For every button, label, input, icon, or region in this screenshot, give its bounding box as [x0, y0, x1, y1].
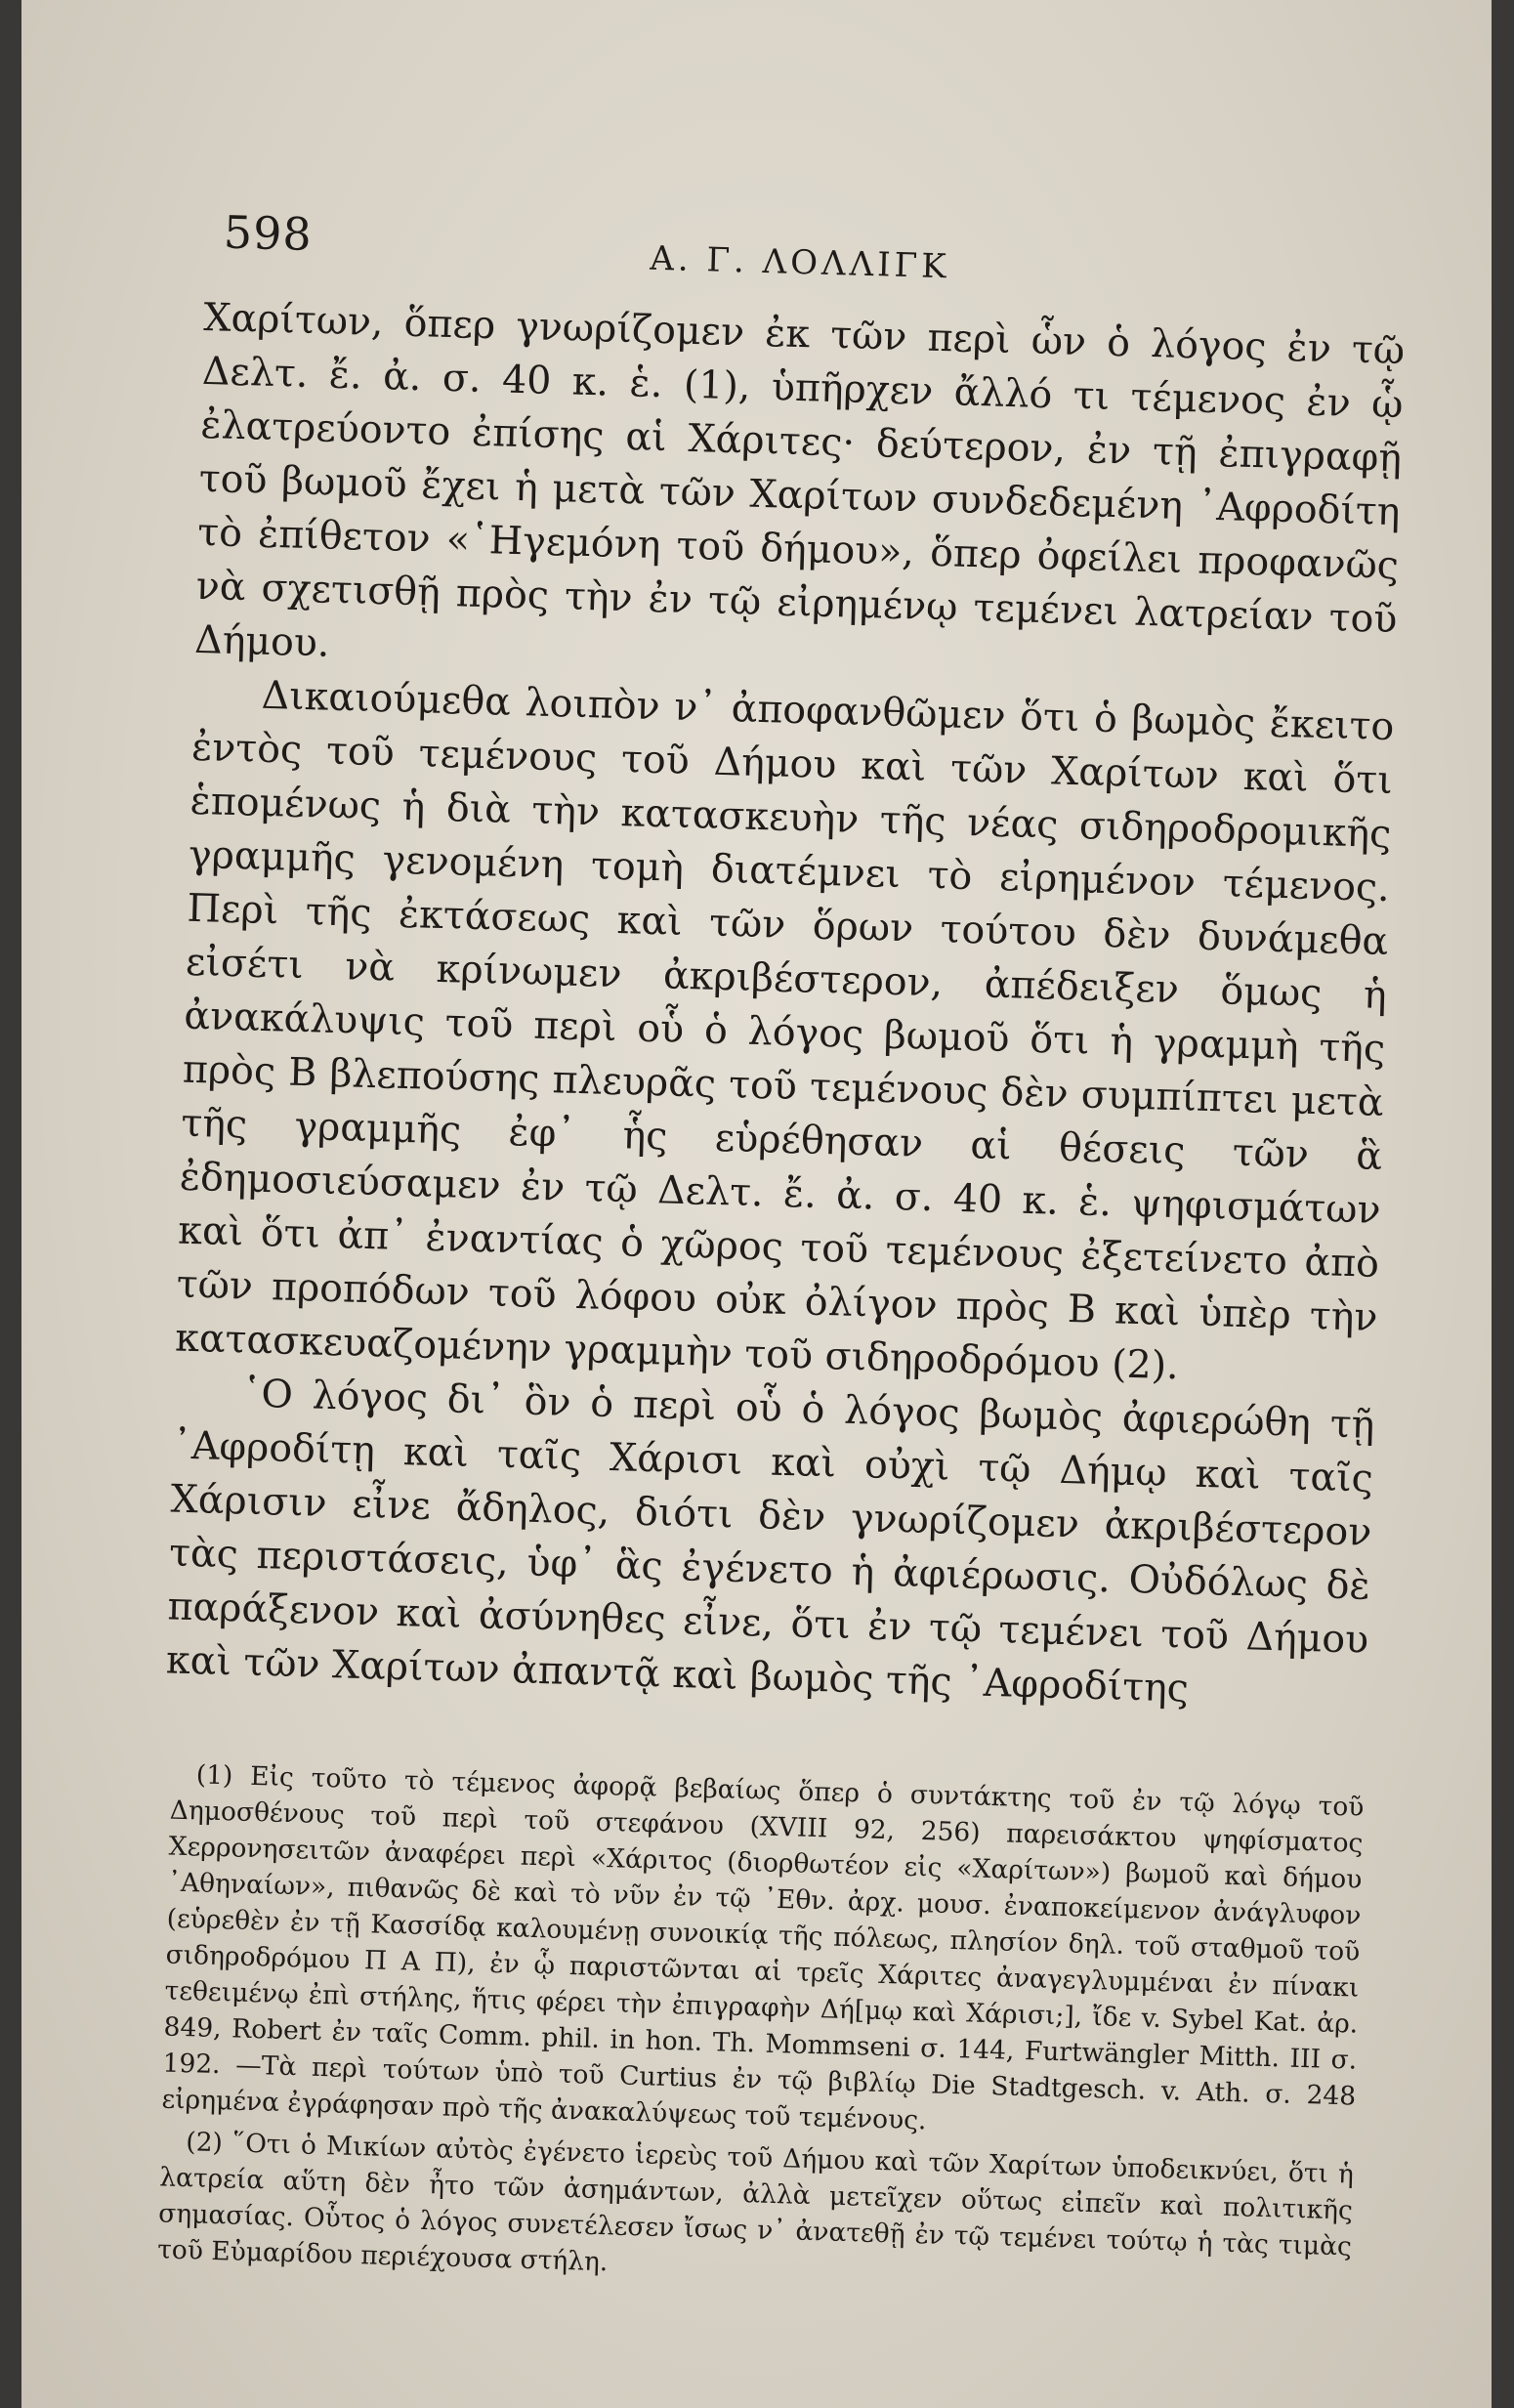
footnote-1: (1) Εἰς τοῦτο τὸ τέμενος ἀφορᾷ βεβαίως ὅπερ ὁ συντάκτης τοῦ ἐν τῷ λόγῳ τοῦ Δημοσθένους τοῦ περὶ τοῦ στεφάνου (XVIII 92, 256) παρεισάκτου ψηφίσματος Χερρονησειτῶν ἀναφέρει περὶ «Χάριτος (διορθωτέον εἰς «Χαρίτων») βωμοῦ καὶ δήμου ᾿Αθηναίων», πιθανῶς δὲ καὶ τὸ νῦν ἐν τῷ ᾿Εθν. ἀρχ. μουσ. ἐναποκείμενον ἀνάγλυφον (εὑρεθὲν ἐν τῇ Κασσίδᾳ καλουμένῃ συνοικίᾳ τῆς πόλεως, πλησίον δηλ. τοῦ σταθμοῦ τοῦ σιδηροδρόμου Π Α Π), ἐν ᾧ παριστῶνται αἱ τρεῖς Χάριτες ἀναγεγλυμμέναι ἐν πίνακι τεθειμένῳ ἐπὶ στήλης, ἥτις φέρει τὴν ἐπιγραφὴν Δή[μῳ καὶ Χάρισι;], ἴδε v. Sybel Kat. ἀρ. 849, Robert ἐν ταῖς Comm. phil. in hon. Th. Mommseni σ. 144, Furtwängler Mitth. III σ. 192. —Τὰ περὶ τούτων ὑπὸ τοῦ Curtius ἐν τῷ βιβλίῳ Die Stadtgesch. v. Ath. σ. 248 εἰρημένα ἐγράφησαν πρὸ τῆς ἀνακαλύψεως τοῦ τεμένους.: [161, 1759, 1365, 2136]
page-number: 598: [223, 205, 314, 262]
footnote-2: (2) ῞Οτι ὁ Μικίων αὐτὸς ἐγένετο ἱερεὺς τοῦ Δήμου καὶ τῶν Χαρίτων ὑποδεικνύει, ὅτι ἡ λατρεία αὕτη δὲν ἦτο τῶν ἀσημάντων, ἀλλὰ μετεῖχεν οὕτως εἰπεῖν καὶ πολιτικῆς σημασίας. Οὗτος ὁ λόγος συνετέλεσεν ἴσως ν᾿ ἀνατεθῇ ἐν τῷ τεμένει τούτῳ ἡ τὰς τιμὰς τοῦ Εὐμαρίδου περιέχουσα στήλη.: [156, 2127, 1355, 2278]
footnotes: [149, 1755, 1365, 2301]
book-page: [21, 0, 1492, 2408]
running-head: Α. Γ. ΛΟΛΛΙΓΚ: [649, 238, 951, 287]
paragraph-1: Χαρίτων, ὅπερ γνωρίζομεν ἐκ τῶν περὶ ὧν ὁ λόγος ἐν τῷ Δελτ. ἔ. ἀ. σ. 40 κ. ἑ. (1), ὑπῆρχεν ἄλλό τι τέμενος ἐν ᾧ ἐλατρεύοντο ἐπίσης αἱ Χάριτες· δεύτερον, ἐν τῇ ἐπιγραφῇ τοῦ βωμοῦ ἔχει ἡ μετὰ τῶν Χαρίτων συνδεδεμένη ᾿Αφροδίτη τὸ ἐπίθετον «῾Ηγεμόνη τοῦ δήμου», ὅπερ ὀφείλει προφανῶς νὰ σχετισθῇ πρὸς τὴν ἐν τῷ εἰρημένῳ τεμένει λατρείαν τοῦ Δήμου.: [193, 294, 1406, 666]
paragraph-2: Δικαιούμεθα λοιπὸν ν᾿ ἀποφανθῶμεν ὅτι ὁ βωμὸς ἔκειτο ἐντὸς τοῦ τεμένους τοῦ Δήμου καὶ τῶν Χαρίτων καὶ ὅτι ἑπομένως ἡ διὰ τὴν κατασκευὴν τῆς νέας σιδηροδρομικῆς γραμμῆς γενομένη τομὴ διατέμνει τὸ εἰρημένον τέμενος. Περὶ τῆς ἐκτάσεως καὶ τῶν ὅρων τούτου δὲν δυνάμεθα εἰσέτι νὰ κρίνωμεν ἀκριβέστερον, ἀπέδειξεν ὅμως ἡ ἀνακάλυψις τοῦ περὶ οὗ ὁ λόγος βωμοῦ ὅτι ἡ γραμμὴ τῆς πρὸς Β βλεπούσης πλευρᾶς τοῦ τεμένους δὲν συμπίπτει μετὰ τῆς γραμμῆς ἐφ᾿ ἧς εὑρέθησαν αἱ θέσεις τῶν ἃ ἐδημοσιεύσαμεν ἐν τῷ Δελτ. ἔ. ἀ. σ. 40 κ. ἑ. ψηφισμάτων καὶ ὅτι ἀπ᾿ ἐναντίας ὁ χῶρος τοῦ τεμένους ἐξετείνετο ἀπὸ τῶν προπόδων τοῦ λόφου οὐκ ὀλίγον πρὸς Β καὶ ὑπὲρ τὴν κατασκευαζομένην γραμμὴν τοῦ σιδηροδρόμου (2).: [174, 672, 1395, 1389]
paragraph-3: ῾Ο λόγος δι᾿ ὃν ὁ περὶ οὗ ὁ λόγος βωμὸς ἀφιερώθη τῇ ᾿Αφροδίτῃ καὶ ταῖς Χάρισι καὶ οὐχὶ τῷ Δήμῳ καὶ ταῖς Χάρισιν εἶνε ἄδηλος, διότι δὲν γνωρίζομεν ἀκριβέστερον τὰς περιστάσεις, ὑφ᾿ ἃς ἐγένετο ἡ ἀφιέρωσις. Οὐδόλως δὲ παράξενον καὶ ἀσύνηθες εἶνε, ὅτι ἐν τῷ τεμένει τοῦ Δήμου καὶ τῶν Χαρίτων ἀπαντᾷ καὶ βωμὸς τῆς ᾿Αφροδίτης: [165, 1371, 1375, 1711]
main-text: [165, 291, 1405, 1721]
page-content: [149, 195, 1409, 2302]
